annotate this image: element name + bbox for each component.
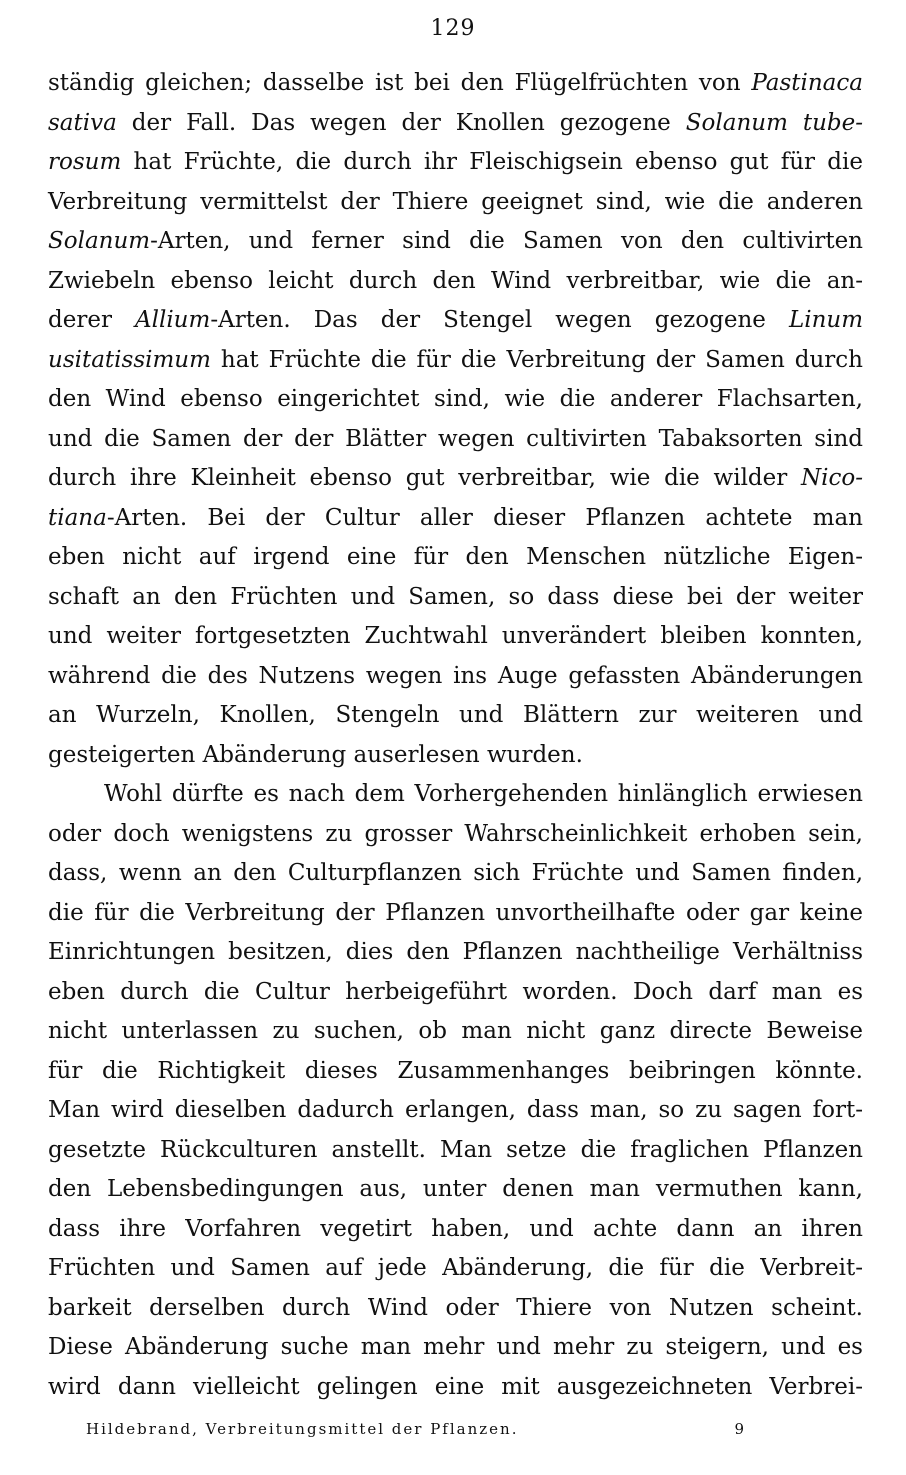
italic-term: tiana bbox=[48, 504, 107, 531]
text-segment: durch ihre Kleinheit ebenso gut verbreitbar, wie die wilder bbox=[48, 465, 802, 491]
text-segment: den Wind ebenso eingerichtet sind, wie die anderer Flachsarten, bbox=[48, 386, 863, 412]
text-line bbox=[48, 1170, 863, 1210]
text-segment: derer bbox=[48, 307, 135, 333]
text-segment: ständig gleichen; dasselbe ist bei den Flügelfrüchten von bbox=[48, 70, 752, 96]
text-line bbox=[48, 1289, 863, 1329]
text-line bbox=[48, 854, 863, 894]
text-segment: während die des Nutzens wegen ins Auge gefassten Abänderungen bbox=[48, 662, 863, 689]
text-segment: barkeit derselben durch Wind oder Thiere von Nutzen scheint. bbox=[48, 1294, 863, 1321]
italic-term: Linum bbox=[788, 307, 864, 333]
text-line bbox=[48, 1131, 863, 1171]
text-segment: hat Früchte die für die Verbreitung der Samen durch bbox=[210, 346, 863, 373]
text-segment: eben nicht auf irgend eine für den Menschen nützliche Eigen- bbox=[48, 544, 863, 570]
text-segment: dass, wenn an den Culturpflanzen sich Früchte und Samen finden, bbox=[48, 860, 863, 886]
italic-term: Solanum tube- bbox=[685, 109, 863, 136]
text-segment: den Lebensbedingungen aus, unter denen man vermuthen kann, bbox=[48, 1176, 863, 1202]
text-line bbox=[48, 341, 863, 381]
text-segment: Früchten und Samen auf jede Abänderung, die für die Verbreit- bbox=[48, 1255, 863, 1281]
text-segment: Wohl dürfte es nach dem Vorhergehenden hinlänglich erwiesen bbox=[104, 781, 863, 807]
text-segment: an Wurzeln, Knollen, Stengeln und Blättern zur weiteren und bbox=[48, 702, 863, 728]
text-line bbox=[48, 1012, 863, 1052]
text-line bbox=[48, 183, 863, 223]
text-segment: nicht unterlassen zu suchen, ob man nicht ganz directe Beweise bbox=[48, 1018, 863, 1044]
text-line bbox=[48, 104, 863, 144]
footer-sheet-number: 9 bbox=[734, 1420, 746, 1438]
text-line bbox=[48, 617, 863, 657]
text-line bbox=[48, 64, 863, 104]
footer bbox=[86, 1420, 746, 1442]
text-segment: hat Früchte, die durch ihr Fleischigsein ebenso gut für die bbox=[121, 149, 863, 175]
text-segment: -Arten. Das der Stengel wegen gezogene bbox=[210, 307, 789, 333]
text-line bbox=[48, 499, 863, 539]
italic-term: Pastinaca bbox=[751, 70, 863, 96]
text-segment: -Arten. Bei der Cultur aller dieser Pflanzen achtete man bbox=[106, 504, 863, 531]
italic-term: sativa bbox=[48, 109, 117, 136]
text-line bbox=[48, 301, 863, 341]
italic-term: Solanum bbox=[48, 228, 151, 254]
text-segment: Diese Abänderung suche man mehr und mehr zu steigern, und es bbox=[48, 1334, 863, 1360]
page-number: 129 bbox=[430, 16, 476, 41]
text-line bbox=[48, 775, 863, 815]
text-line bbox=[48, 736, 863, 776]
text-segment: gesteigerten Abänderung auserlesen wurden. bbox=[48, 741, 583, 768]
text-line bbox=[48, 933, 863, 973]
text-segment: die für die Verbreitung der Pflanzen unvortheilhafte oder gar keine bbox=[48, 899, 863, 926]
text-segment: Einrichtungen besitzen, dies den Pflanzen nachtheilige Verhältniss bbox=[48, 939, 863, 965]
text-segment: der Fall. Das wegen der Knollen gezogene bbox=[116, 109, 686, 136]
italic-term: rosum bbox=[48, 149, 122, 175]
text-segment: -Arten, und ferner sind die Samen von den cultivirten bbox=[150, 228, 863, 254]
text-segment: gesetzte Rückculturen anstellt. Man setze die fraglichen Pflanzen bbox=[48, 1136, 863, 1163]
text-line bbox=[48, 459, 863, 499]
text-segment: für die Richtigkeit dieses Zusammenhanges beibringen könnte. bbox=[48, 1057, 863, 1084]
text-line bbox=[48, 657, 863, 697]
text-line bbox=[48, 222, 863, 262]
text-segment: und weiter fortgesetzten Zuchtwahl unverändert bleiben konnten, bbox=[48, 623, 863, 649]
text-line bbox=[48, 143, 863, 183]
text-line bbox=[48, 420, 863, 460]
text-line bbox=[48, 815, 863, 855]
body-text bbox=[48, 64, 863, 1407]
text-line bbox=[48, 696, 863, 736]
text-segment: Verbreitung vermittelst der Thiere geeignet sind, wie die anderen bbox=[48, 188, 863, 215]
text-line bbox=[48, 973, 863, 1013]
text-segment: Man wird dieselben dadurch erlangen, dass man, so zu sagen fort- bbox=[48, 1097, 863, 1123]
text-line bbox=[48, 894, 863, 934]
italic-term: Allium bbox=[135, 307, 211, 333]
text-segment: eben durch die Cultur herbeigeführt worden. Doch darf man es bbox=[48, 978, 863, 1005]
text-line bbox=[48, 1210, 863, 1250]
italic-term: usitatissimum bbox=[48, 346, 211, 373]
text-segment: dass ihre Vorfahren vegetirt haben, und achte dann an ihren bbox=[48, 1215, 863, 1242]
text-line bbox=[48, 1328, 863, 1368]
text-line bbox=[48, 1249, 863, 1289]
text-line bbox=[48, 1091, 863, 1131]
text-line bbox=[48, 380, 863, 420]
text-segment: Zwiebeln ebenso leicht durch den Wind verbreitbar, wie die an- bbox=[48, 267, 863, 294]
text-line bbox=[48, 1368, 863, 1408]
text-segment: wird dann vielleicht gelingen eine mit ausgezeichneten Verbrei- bbox=[48, 1373, 863, 1400]
italic-term: Nico- bbox=[801, 465, 863, 491]
text-line bbox=[48, 1052, 863, 1092]
text-line bbox=[48, 538, 863, 578]
text-line bbox=[48, 578, 863, 618]
text-segment: und die Samen der der Blätter wegen cultivirten Tabaksorten sind bbox=[48, 425, 863, 452]
text-line bbox=[48, 262, 863, 302]
text-segment: oder doch wenigstens zu grosser Wahrscheinlichkeit erhoben sein, bbox=[48, 820, 863, 847]
footer-signature: Hildebrand, Verbreitungsmittel der Pflanzen. bbox=[86, 1420, 519, 1438]
text-segment: schaft an den Früchten und Samen, so dass diese bei der weiter bbox=[48, 583, 863, 610]
